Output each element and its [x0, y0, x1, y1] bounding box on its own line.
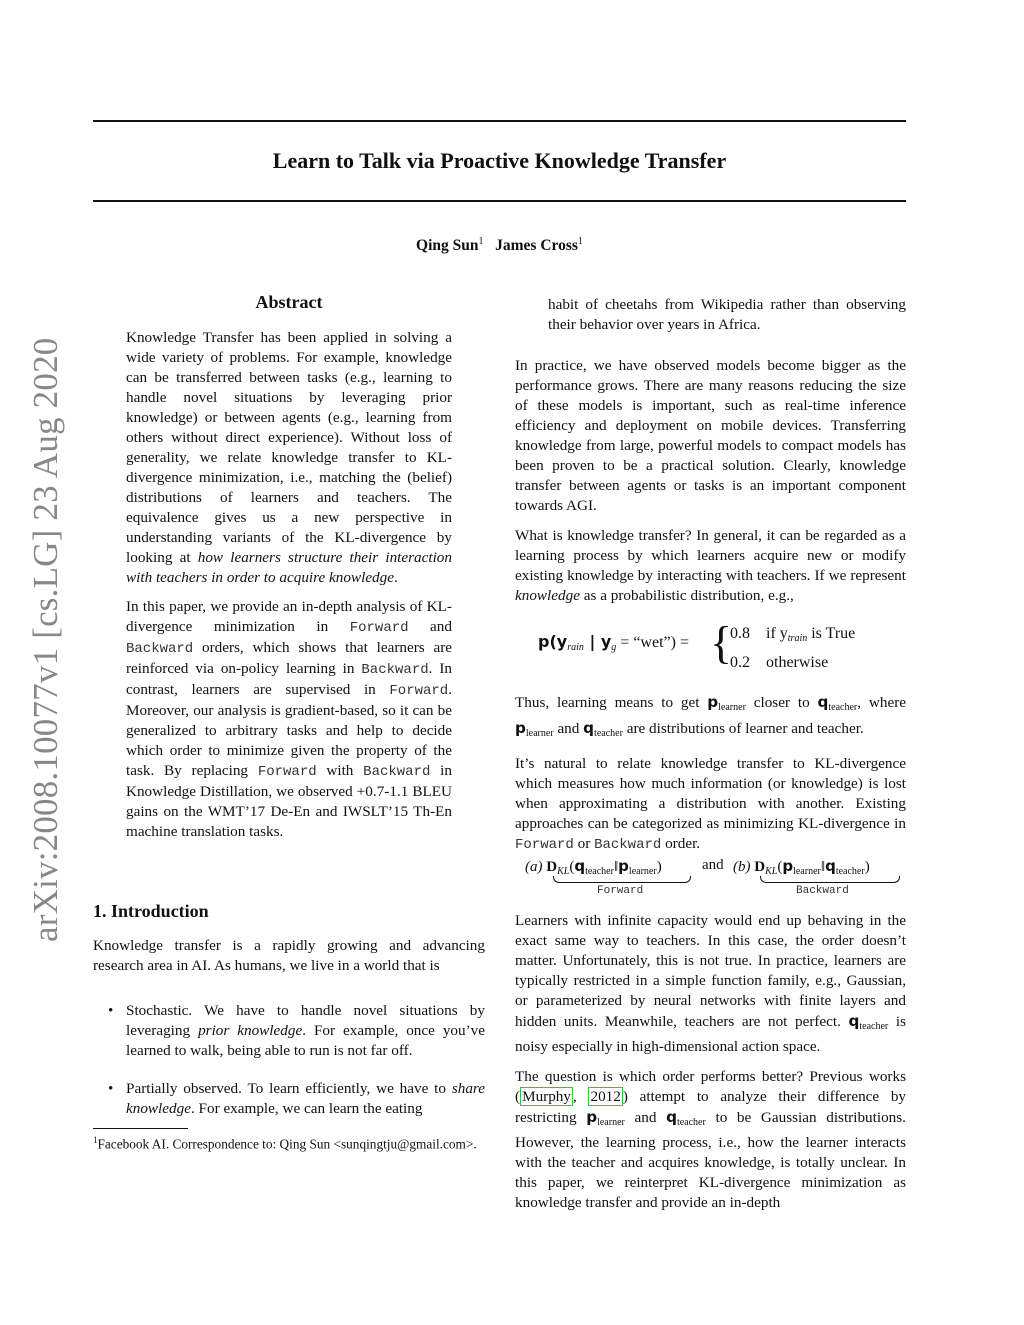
math-sub: teacher [835, 866, 865, 877]
math-p: p [782, 857, 794, 875]
abstract-body [126, 328, 452, 842]
section-heading-introduction: 1. Introduction [93, 901, 209, 921]
math-sub: learner [628, 866, 657, 877]
code-backward: Backward [363, 764, 431, 780]
emphasis: share knowledge [126, 1080, 485, 1117]
case-value: 0.2 [730, 654, 750, 671]
text-run: are distributions of learner and teacher. [622, 720, 864, 737]
math-rhs: = “wet”) = [616, 634, 689, 651]
paragraph [515, 754, 906, 855]
right-col-body-2 [515, 692, 906, 855]
case-value: 0.8 [730, 625, 750, 642]
abstract-heading: Abstract [255, 292, 323, 312]
citation-link[interactable]: Murphy [522, 1088, 571, 1105]
text-run: and [553, 720, 584, 737]
math-q: q [574, 857, 586, 875]
math-and: and [702, 857, 724, 873]
intro-paragraph [93, 936, 485, 976]
code-forward: Forward [515, 837, 574, 853]
code-backward: Backward [126, 641, 194, 657]
math-q: q [825, 857, 836, 875]
bullet-icon: • [108, 1080, 114, 1097]
case-condition: otherwise [766, 654, 829, 671]
equation-kl-orders: (a) $D_{KL}(q_{teacher}‖p_{learner})$ Forward and (b) $D_{KL}(p_{learner}‖q_{teacher})$ Backward [515, 855, 910, 905]
math-q: q [848, 1012, 860, 1030]
math-dkl: D [754, 859, 766, 875]
text-run: orders, which shows that learners are reinforced via on-policy learning in [126, 639, 452, 677]
bullet-item [108, 1079, 485, 1119]
math-sub: rain [567, 642, 584, 653]
text-run: . For example, we can learn the eating [190, 1100, 423, 1117]
text-run: Knowledge transfer is a rapidly growing and advancing research area in AI. As humans, we live in a world that is [93, 937, 485, 974]
text-run: as a probabilistic distribution, e.g., [579, 587, 794, 604]
text-run: , where [857, 694, 906, 711]
text-run: . [393, 569, 398, 586]
math-sub: g [611, 642, 617, 653]
text-run: and [408, 618, 452, 635]
math-sub: learner [597, 1117, 625, 1128]
text-run: Partially observed. To learn efficiently, we have to [126, 1080, 452, 1097]
underbrace-label-forward: Forward [597, 885, 644, 897]
paragraph: The question is which order performs better? Previous works ( Murphy , 2012 ) attempt to analyze their difference by restricting $p_{learner}$ and $q_{teacher}$ to be Gaussian distributions. However, the learning process, i.e., how the learner interacts with the teacher and acquires knowledge, is totally unclear. In this paper, we reinterpret KL-divergence minimization as knowledge transfer and provide an in-depth [515, 1068, 907, 1211]
text-run: The question is which order performs better? Previous works ( [515, 1068, 906, 1105]
math-given: | y [583, 632, 612, 651]
affiliation-mark: 1 [577, 236, 583, 247]
code-backward: Backward [361, 662, 429, 678]
emphasis: prior knowledge [198, 1022, 303, 1039]
math-sub: learner [718, 702, 746, 713]
text-run: is noisy especially in high-dimensional action space. [515, 1013, 906, 1055]
author-list [93, 236, 906, 255]
citation-link[interactable]: 2012 [590, 1088, 621, 1105]
text-run: with [316, 762, 364, 779]
case-condition: is True [807, 625, 856, 642]
math-sub: train [787, 633, 808, 644]
brace-icon: { [710, 617, 733, 668]
math-sub: teacher [585, 866, 614, 877]
text-run: ) attempt to analyze their difference by restricting [515, 1088, 907, 1126]
title-top-rule [93, 120, 906, 122]
title-bottom-rule [93, 200, 906, 202]
text-run: Knowledge Transfer has been applied in solving a wide variety of problems. For example, knowledge can be transferred between tasks (e.g., learning to handle novel situations by leveraging prior knowledge) or between agents (e.g., learning from others without direct experience). Without loss of generality, we relate knowledge transfer to KL-divergence minimization, i.e., matching the (belief) distributions of learners and teachers. The equivalence gives us a new perspective in understanding variants of the KL-divergence by looking at [126, 329, 452, 566]
math-sub: learner [525, 728, 554, 739]
underbrace-label-backward: Backward [796, 885, 849, 897]
emphasis: knowledge [515, 587, 580, 604]
emphasis: how learners structure their interaction with teachers in order to acquire knowledge [126, 549, 452, 586]
text-run: and [624, 1109, 667, 1126]
text-run: Thus, learning means to get [515, 694, 708, 711]
text-run: Learners with infinite capacity would end up behaving in the exact same way to teachers. In this case, the order doesn’t matter. Unfortunately, this is not true. In practice, learners are typically restricted in a simple function family, e.g., Gaussian, or parameterized by neural networks with finite layers and hidden units. Meanwhile, teachers are not perfect. [515, 912, 906, 1030]
code-backward: Backward [594, 837, 662, 853]
math-sub: KL [765, 866, 778, 877]
math-sub: KL [557, 866, 570, 877]
paragraph [515, 692, 906, 744]
right-col-body [515, 356, 906, 606]
math-q: q [583, 719, 595, 737]
author-name: James Cross [495, 237, 578, 254]
footnote-rule [93, 1128, 188, 1129]
math-p-y: p(y [538, 632, 568, 651]
math-p: p [586, 1108, 598, 1126]
math-label: (b) [733, 859, 751, 875]
math-q: q [817, 693, 829, 711]
case-row [730, 651, 855, 675]
math-sub: teacher [594, 728, 623, 739]
text-run: It’s natural to relate knowledge transfer to KL-divergence which measures how much information (or knowledge) is lost when approximating a distribution with another. Existing approaches can be categorized as minimizing KL-divergence in [515, 755, 906, 832]
underbrace-icon [760, 876, 900, 883]
footnote [93, 1131, 485, 1153]
footnote-text: Facebook AI. Correspondence to: Qing Sun <sunqingtju@gmail.com>. [97, 1136, 477, 1152]
math-sub: teacher [828, 702, 858, 713]
paragraph: In practice, we have observed models become bigger as the performance grows. There are many reasons reducing the size of these models is important, such as real-time inference efficiency and deployment on mobile devices. Transferring knowledge from large, powerful models to compact models has been proven to be a practical solution. Clearly, knowledge transfer between agents or tasks is an important component towards AGI. [515, 357, 906, 514]
right-col-continuation [548, 295, 906, 335]
text-run: habit of cheetahs from Wikipedia rather than observing their behavior over years in Africa. [548, 296, 906, 333]
math-p: p [515, 719, 526, 737]
right-col-body-3 [515, 911, 906, 1213]
underbrace-icon [553, 876, 691, 883]
math-sub: teacher [676, 1117, 706, 1128]
text-run: . For example, once you’ve learned to walk, being able to run is not far off. [126, 1022, 485, 1059]
text-run: What is knowledge transfer? In general, it can be regarded as a learning process by which learners acquire new or modify existing knowledge by interacting with teachers. If we represent [515, 527, 906, 584]
abstract-paragraph [126, 597, 452, 842]
text-run: . Moreover, our analysis is gradient-based, so it can be generalized to arbitrary tasks and help to decide which order to minimize given the property of the task. By replacing [126, 681, 452, 779]
text-run: In this paper, we provide an in-depth analysis of KL-divergence minimization in [126, 598, 452, 635]
paragraph [515, 911, 906, 1057]
math-p: p [618, 857, 629, 875]
text-run: to be Gaussian distributions. However, the learning process, i.e., how the learner interacts with the teacher and acquires knowledge, is totally unclear. In this paper, we reinterpret KL-divergence minimization as knowledge transfer and provide an in-depth [515, 1109, 906, 1211]
arxiv-watermark: arXiv:2008.10077v1 [cs.LG] 23 Aug 2020 [26, 337, 65, 942]
abstract-paragraph [126, 328, 452, 588]
case-row [730, 622, 855, 651]
code-forward: Forward [389, 683, 449, 699]
case-condition: if y [766, 625, 788, 642]
author-name: Qing Sun [416, 237, 479, 254]
text-run: Stochastic. We have to handle novel situations by leveraging [126, 1002, 485, 1039]
text-run: in Knowledge Distillation, we observed +0.7-1.1 BLEU gains on the WMT’17 De-En and IWSLT’15 Th-En machine translation tasks. [126, 762, 452, 840]
bullet-item [108, 1001, 485, 1061]
paragraph [515, 526, 906, 606]
math-q: q [666, 1108, 677, 1126]
footnote-mark: 1 [93, 1135, 98, 1145]
math-p: p [707, 693, 719, 711]
affiliation-mark: 1 [478, 236, 484, 247]
code-forward: Forward [349, 620, 409, 636]
text-run: closer to [745, 694, 818, 711]
text-run: order. [661, 835, 701, 852]
text-run: or [573, 835, 595, 852]
math-dkl: D [546, 859, 558, 875]
math-sub: learner [793, 866, 821, 877]
code-forward: Forward [257, 764, 317, 780]
text-run: . In contrast, learners are supervised in [126, 660, 453, 698]
paper-title: Learn to Talk via Proactive Knowledge Transfer [272, 148, 727, 173]
math-label: (a) [525, 859, 543, 875]
equation-knowledge-distribution [530, 617, 910, 671]
bullet-icon: • [108, 1002, 114, 1019]
math-sub: teacher [859, 1021, 889, 1032]
